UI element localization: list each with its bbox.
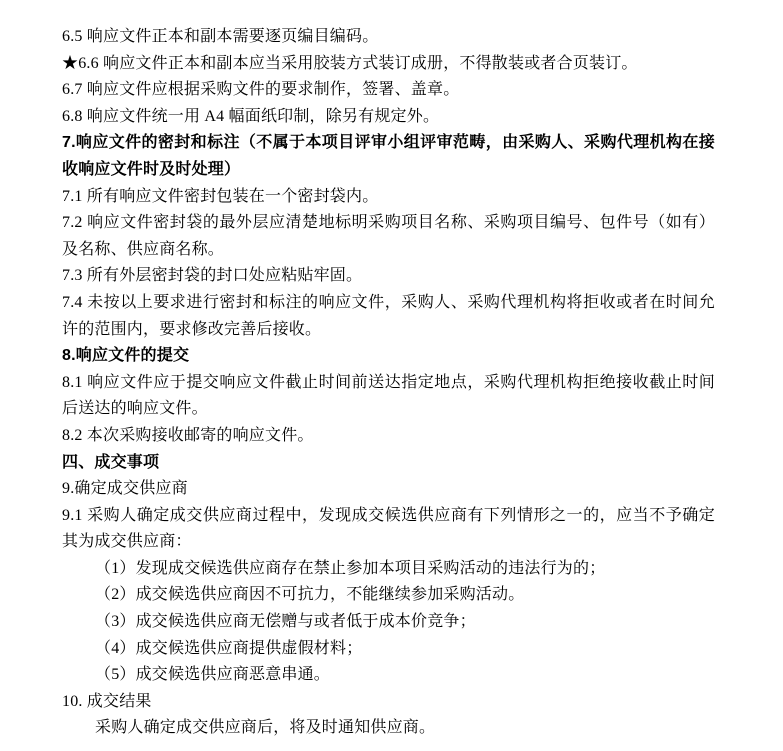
section-title-transaction-matters: 四、成交事项 (62, 453, 160, 471)
clause-6-5: 6.5 响应文件正本和副本需要逐页编目编码。 (62, 28, 379, 45)
clause-6-6-starred: ★6.6 响应文件正本和副本应当采用胶装方式装订成册，不得散装或者合页装订。 (62, 54, 638, 72)
clause-7-4: 7.4 未按以上要求进行密封和标注的响应文件，采购人、采购代理机构将拒收或者在时间允许的范围内，要求修改完善后接收。 (62, 293, 715, 338)
clause-6-8: 6.8 响应文件统一用 A4 幅面纸印制，除另有规定外。 (62, 107, 440, 125)
clause-8-2: 8.2 本次采购接收邮寄的响应文件。 (62, 426, 314, 444)
list-item-1: （1）发现成交候选供应商存在禁止参加本项目采购活动的违法行为的； (95, 559, 606, 577)
list-item-4: （4）成交候选供应商提供虚假材料； (95, 639, 363, 657)
heading-7-sealing-and-marking: 7.响应文件的密封和标注（不属于本项目评审小组评审范畴，由采购人、采购代理机构在接收响应文件时及时处理） (62, 134, 715, 178)
clause-9-1: 9.1 采购人确定成交供应商过程中，发现成交候选供应商有下列情形之一的，应当不予确定其为成交供应商： (62, 506, 715, 551)
clause-9: 9.确定成交供应商 (62, 480, 188, 498)
list-item-2: （2）成交候选供应商因不可抗力，不能继续参加采购活动。 (95, 586, 525, 604)
clause-7-1: 7.1 所有响应文件密封包装在一个密封袋内。 (62, 187, 379, 205)
clause-6-7: 6.7 响应文件应根据采购文件的要求制作，签署、盖章。 (62, 81, 460, 99)
clause-8-1: 8.1 响应文件应于提交响应文件截止时间前送达指定地点，采购代理机构拒绝接收截止时间后送达的响应文件。 (62, 373, 715, 418)
list-item-5: （5）成交候选供应商恶意串通。 (95, 666, 331, 684)
list-item-3: （3）成交候选供应商无偿赠与或者低于成本价竞争； (95, 613, 476, 631)
heading-8-submission: 8.响应文件的提交 (62, 347, 190, 365)
clause-10: 10. 成交结果 (62, 692, 152, 710)
clause-7-3: 7.3 所有外层密封袋的封口处应粘贴牢固。 (62, 267, 363, 285)
clause-10-note: 采购人确定成交供应商后，将及时通知供应商。 (95, 719, 436, 737)
clause-7-2: 7.2 响应文件密封袋的最外层应清楚地标明采购项目名称、采购项目编号、包件号（如有）及名称、供应商名称。 (62, 214, 715, 258)
